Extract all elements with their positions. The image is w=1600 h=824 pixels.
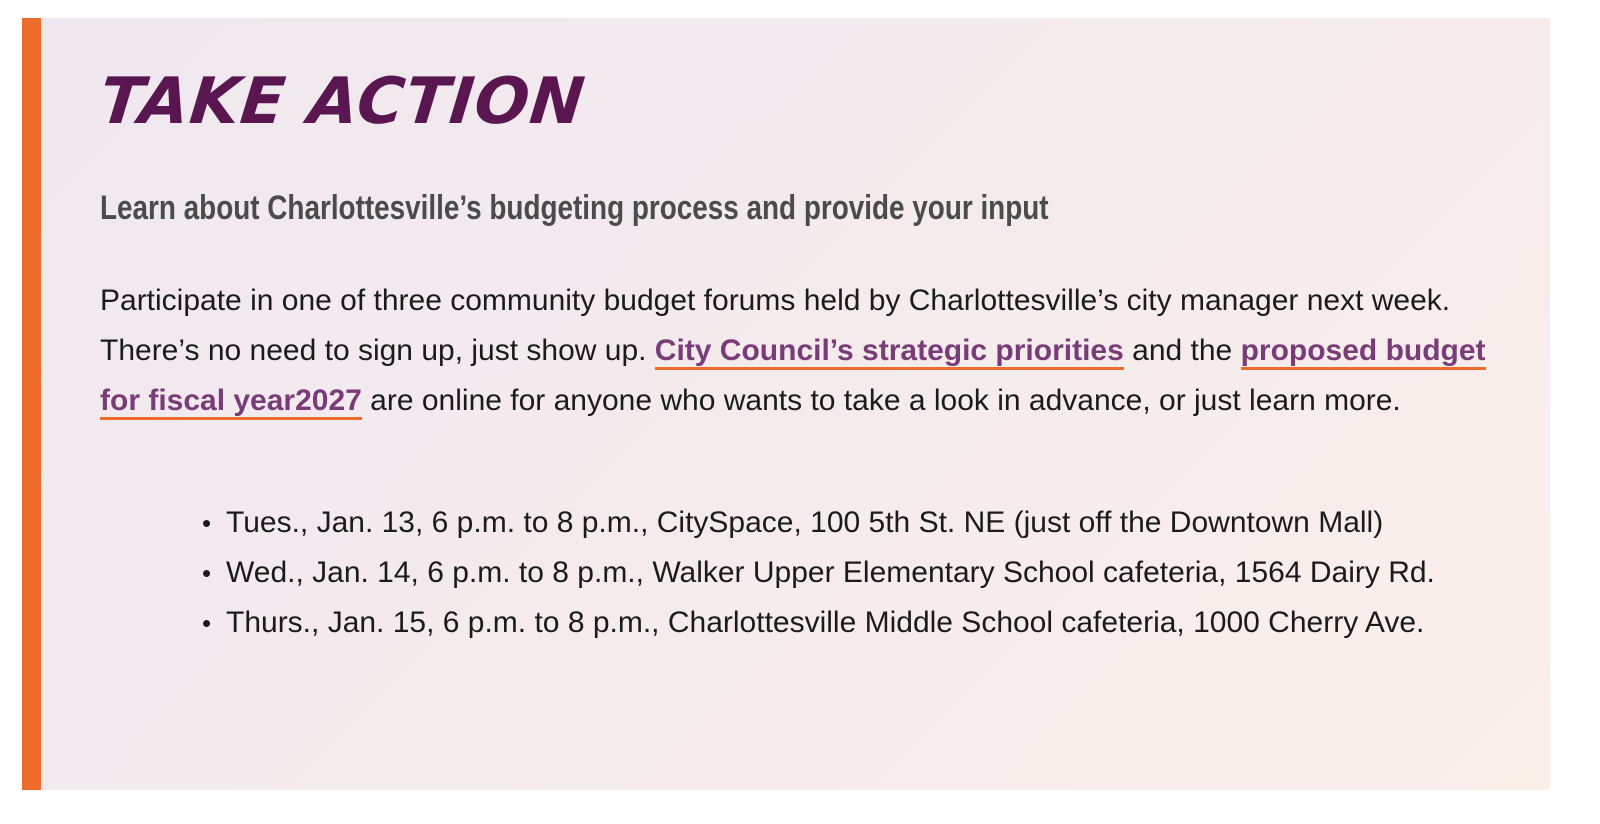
intro-paragraph xyxy=(100,276,1520,426)
section-subheading: Learn about Charlottesville’s budgeting process and provide your input xyxy=(100,189,1049,227)
strategic-priorities-link[interactable]: City Council’s strategic priorities xyxy=(655,334,1124,370)
forum-item-text: Thurs., Jan. 15, 6 p.m. to 8 p.m., Charlottesville Middle School cafeteria, 1000 Cherry Ave. xyxy=(226,606,1425,639)
forum-item-text: Wed., Jan. 14, 6 p.m. to 8 p.m., Walker Upper Elementary School cafeteria, 1564 Dairy Rd. xyxy=(226,556,1435,589)
proposed-budget-link[interactable]: proposed budget for fiscal year2027 xyxy=(100,334,1486,420)
intro-text-3: are online for anyone who wants to take a look in advance, or just learn more. xyxy=(361,384,1401,417)
forum-item-text: Tues., Jan. 13, 6 p.m. to 8 p.m., CitySpace, 100 5th St. NE (just off the Downtown Mall) xyxy=(226,506,1384,539)
bullet-icon: • xyxy=(202,608,212,638)
intro-text-1: Participate in one of three community budget forums held by Charlottesville’s city manager next week. There’s no need to sign up, just show up. xyxy=(100,284,1451,367)
list-item xyxy=(202,498,1510,548)
accent-bar xyxy=(22,18,41,790)
forum-list xyxy=(100,498,1510,648)
intro-text-2: and the xyxy=(1123,334,1241,367)
bullet-icon: • xyxy=(202,508,212,538)
bullet-icon: • xyxy=(202,558,212,588)
list-item xyxy=(202,598,1510,648)
section-heading: TAKE ACTION xyxy=(96,65,589,139)
list-item xyxy=(202,548,1510,598)
take-action-card xyxy=(22,18,1550,790)
